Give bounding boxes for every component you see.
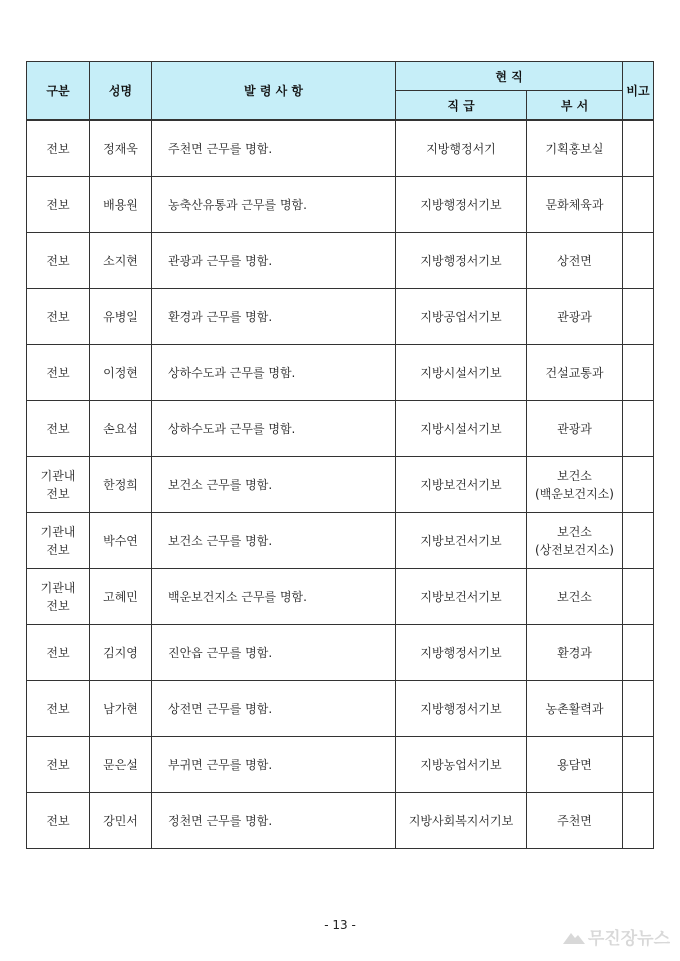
header-current: 현 직	[396, 62, 623, 91]
cell-name: 문은설	[90, 737, 152, 793]
cell-dept: 관광과	[527, 401, 623, 457]
cell-name: 유병일	[90, 289, 152, 345]
cell-category: 전보	[27, 681, 90, 737]
cell-name: 남가현	[90, 681, 152, 737]
cell-note	[623, 737, 654, 793]
cell-name: 소지현	[90, 233, 152, 289]
table-row	[27, 233, 654, 289]
cell-order: 상하수도과 근무를 명함.	[152, 345, 396, 401]
table-row	[27, 289, 654, 345]
cell-name: 김지영	[90, 625, 152, 681]
cell-note	[623, 177, 654, 233]
cell-rank: 지방사회복지서기보	[396, 793, 527, 849]
header-category: 구분	[27, 62, 90, 121]
cell-category: 전보	[27, 289, 90, 345]
table-row	[27, 569, 654, 625]
cell-rank: 지방행정서기보	[396, 177, 527, 233]
cell-category: 전보	[27, 177, 90, 233]
header-note: 비고	[623, 62, 654, 121]
cell-order: 환경과 근무를 명함.	[152, 289, 396, 345]
cell-order: 부귀면 근무를 명함.	[152, 737, 396, 793]
page-number: - 13 -	[324, 918, 356, 932]
cell-order: 백운보건지소 근무를 명함.	[152, 569, 396, 625]
table-row	[27, 625, 654, 681]
cell-name: 한정희	[90, 457, 152, 513]
cell-rank: 지방농업서기보	[396, 737, 527, 793]
cell-name: 정재욱	[90, 120, 152, 177]
cell-dept: 주천면	[527, 793, 623, 849]
cell-category: 전보	[27, 233, 90, 289]
cell-dept: 농촌활력과	[527, 681, 623, 737]
table-row	[27, 345, 654, 401]
cell-dept: 보건소 (상전보건지소)	[527, 513, 623, 569]
cell-category: 전보	[27, 737, 90, 793]
cell-rank: 지방행정서기보	[396, 233, 527, 289]
cell-order: 관광과 근무를 명함.	[152, 233, 396, 289]
cell-category: 기관내 전보	[27, 457, 90, 513]
table-row	[27, 457, 654, 513]
cell-category: 전보	[27, 345, 90, 401]
cell-category: 전보	[27, 793, 90, 849]
cell-dept: 환경과	[527, 625, 623, 681]
cell-note	[623, 401, 654, 457]
cell-note	[623, 345, 654, 401]
personnel-order-table	[26, 61, 654, 849]
cell-rank: 지방보건서기보	[396, 569, 527, 625]
cell-rank: 지방보건서기보	[396, 457, 527, 513]
header-dept: 부 서	[527, 91, 623, 121]
cell-name: 박수연	[90, 513, 152, 569]
cell-note	[623, 793, 654, 849]
cell-category: 기관내 전보	[27, 513, 90, 569]
cell-dept: 관광과	[527, 289, 623, 345]
table-row	[27, 120, 654, 177]
cell-order: 진안읍 근무를 명함.	[152, 625, 396, 681]
cell-name: 이정현	[90, 345, 152, 401]
cell-rank: 지방행정서기	[396, 120, 527, 177]
cell-category: 전보	[27, 625, 90, 681]
cell-order: 주천면 근무를 명함.	[152, 120, 396, 177]
cell-note	[623, 569, 654, 625]
table-row	[27, 177, 654, 233]
cell-dept: 보건소	[527, 569, 623, 625]
table-row	[27, 793, 654, 849]
cell-order: 정천면 근무를 명함.	[152, 793, 396, 849]
cell-note	[623, 120, 654, 177]
cell-rank: 지방행정서기보	[396, 681, 527, 737]
watermark-text: 무진장뉴스	[587, 929, 670, 949]
news-watermark	[563, 924, 670, 949]
cell-note	[623, 289, 654, 345]
cell-name: 강민서	[90, 793, 152, 849]
cell-rank: 지방공업서기보	[396, 289, 527, 345]
header-order: 발 령 사 항	[152, 62, 396, 121]
cell-note	[623, 457, 654, 513]
mountain-logo-icon	[563, 930, 585, 944]
cell-order: 상하수도과 근무를 명함.	[152, 401, 396, 457]
cell-order: 보건소 근무를 명함.	[152, 513, 396, 569]
cell-rank: 지방보건서기보	[396, 513, 527, 569]
cell-rank: 지방시설서기보	[396, 401, 527, 457]
table-row	[27, 681, 654, 737]
cell-dept: 상전면	[527, 233, 623, 289]
cell-note	[623, 625, 654, 681]
table-body	[27, 120, 654, 849]
header-name: 성명	[90, 62, 152, 121]
cell-dept: 용담면	[527, 737, 623, 793]
cell-note	[623, 681, 654, 737]
cell-order: 상전면 근무를 명함.	[152, 681, 396, 737]
cell-dept: 문화체육과	[527, 177, 623, 233]
table-row	[27, 401, 654, 457]
table-row	[27, 737, 654, 793]
header-rank: 직 급	[396, 91, 527, 121]
cell-note	[623, 513, 654, 569]
cell-dept: 보건소 (백운보건지소)	[527, 457, 623, 513]
cell-order: 농축산유통과 근무를 명함.	[152, 177, 396, 233]
cell-rank: 지방행정서기보	[396, 625, 527, 681]
cell-dept: 기획홍보실	[527, 120, 623, 177]
cell-rank: 지방시설서기보	[396, 345, 527, 401]
cell-category: 기관내 전보	[27, 569, 90, 625]
cell-name: 손요섭	[90, 401, 152, 457]
cell-order: 보건소 근무를 명함.	[152, 457, 396, 513]
cell-category: 전보	[27, 120, 90, 177]
cell-name: 고혜민	[90, 569, 152, 625]
table-row	[27, 513, 654, 569]
cell-category: 전보	[27, 401, 90, 457]
cell-note	[623, 233, 654, 289]
cell-dept: 건설교통과	[527, 345, 623, 401]
cell-name: 배용원	[90, 177, 152, 233]
